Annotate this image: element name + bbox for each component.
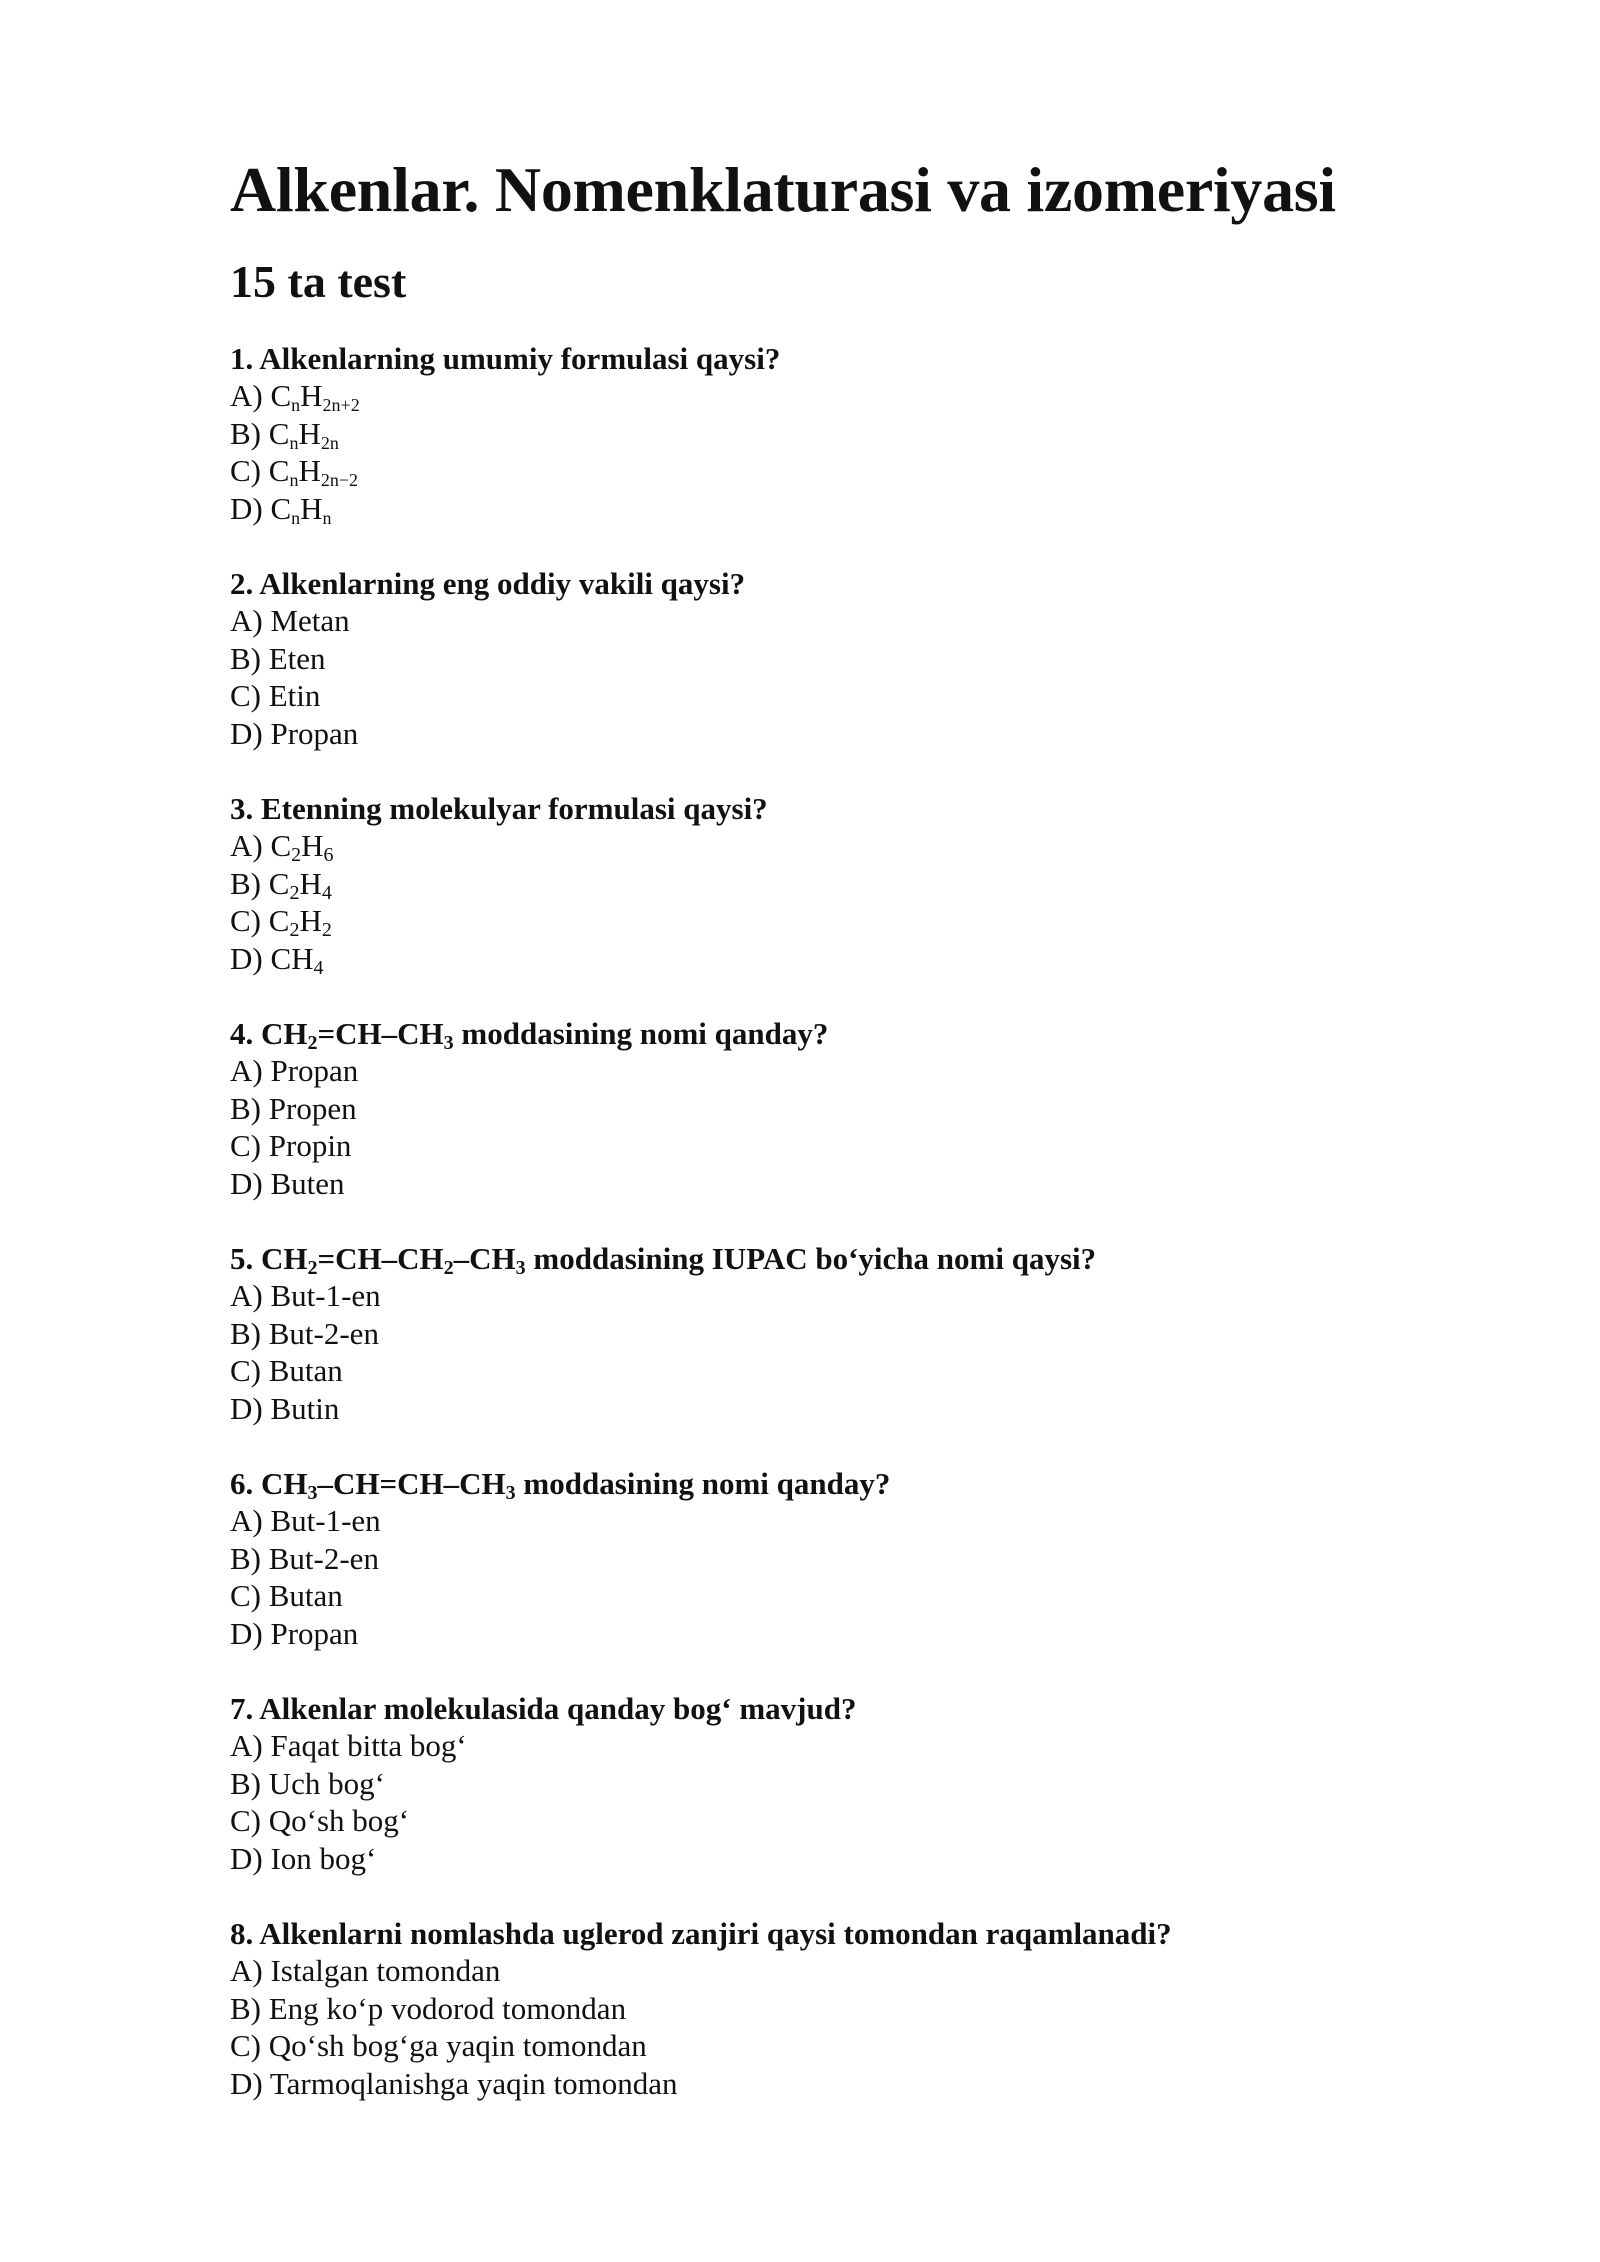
- option-b: B) Propen: [230, 1090, 357, 1126]
- document-content: [230, 150, 1430, 2140]
- page-title: Alkenlar. Nomenklaturasi va izomeriyasi: [230, 154, 1336, 225]
- option-a: A) But-1-en: [230, 1503, 381, 1538]
- option-c: C) Qo‘sh bog‘ga yaqin tomondan: [230, 2028, 647, 2063]
- question-text: 4. $CH_2=CH-CH_3$ moddasining nomi qanday?: [230, 1016, 829, 1054]
- option-d: D) Propan: [230, 715, 359, 751]
- question-2: [230, 565, 1430, 752]
- question-4: [230, 1015, 1430, 1202]
- option-a: A) Istalgan tomondan: [230, 1953, 501, 1988]
- option-c: C) Etin: [230, 678, 321, 713]
- question-text: 3. Etenning molekulyar formulasi qaysi?: [230, 791, 768, 826]
- option-c: C) $C_nH_{2n-2}$: [230, 453, 358, 490]
- option-b: B) Eng ko‘p vodorod tomondan: [230, 1990, 627, 2026]
- option-d: D) Buten: [230, 1165, 345, 1201]
- option-d: D) Tarmoqlanishga yaqin tomondan: [230, 2065, 678, 2101]
- option-c: C) Butan: [230, 1578, 343, 1613]
- question-6: [230, 1465, 1430, 1652]
- option-b: B) $C_nH_{2n}$: [230, 415, 339, 453]
- option-c: C) $C_2H_2$: [230, 903, 332, 941]
- question-5: [230, 1240, 1430, 1427]
- option-a: A) Metan: [230, 603, 350, 638]
- question-text: 6. $CH_3-CH=CH-CH_3$ moddasining nomi qanday?: [230, 1466, 891, 1504]
- option-c: C) Propin: [230, 1128, 352, 1163]
- question-1: [230, 340, 1430, 527]
- question-text: 5. $CH_2=CH-CH_2-CH_3$ moddasining IUPAC bo‘yicha nomi qaysi?: [230, 1241, 1097, 1279]
- question-8: [230, 1915, 1430, 2102]
- option-b: B) Eten: [230, 640, 326, 676]
- option-d: D) Ion bog‘: [230, 1840, 377, 1876]
- option-d: D) $CH_4$: [230, 940, 324, 979]
- option-c: C) Qo‘sh bog‘: [230, 1803, 410, 1838]
- option-d: D) Propan: [230, 1615, 359, 1651]
- option-b: B) Uch bog‘: [230, 1765, 385, 1801]
- option-a: A) Faqat bitta bog‘: [230, 1728, 467, 1763]
- option-a: A) $C_2H_6$: [230, 828, 334, 866]
- option-a: A) $C_nH_{2n+2}$: [230, 378, 360, 415]
- option-b: B) $C_2H_4$: [230, 865, 332, 904]
- option-c: C) Butan: [230, 1353, 343, 1388]
- page-subtitle: 15 ta test: [230, 256, 407, 307]
- option-d: D) Butin: [230, 1390, 340, 1426]
- question-text: 8. Alkenlarni nomlashda uglerod zanjiri qaysi tomondan raqamlanadi?: [230, 1916, 1172, 1951]
- question-text: 7. Alkenlar molekulasida qanday bog‘ mavjud?: [230, 1691, 857, 1726]
- option-b: B) But-2-en: [230, 1540, 379, 1576]
- question-text: 1. Alkenlarning umumiy formulasi qaysi?: [230, 341, 781, 376]
- option-d: D) $C_nH_n$: [230, 490, 332, 528]
- option-b: B) But-2-en: [230, 1315, 379, 1351]
- question-3: [230, 790, 1430, 977]
- option-a: A) But-1-en: [230, 1278, 381, 1313]
- question-text: 2. Alkenlarning eng oddiy vakili qaysi?: [230, 566, 746, 601]
- option-a: A) Propan: [230, 1053, 359, 1088]
- question-7: [230, 1690, 1430, 1877]
